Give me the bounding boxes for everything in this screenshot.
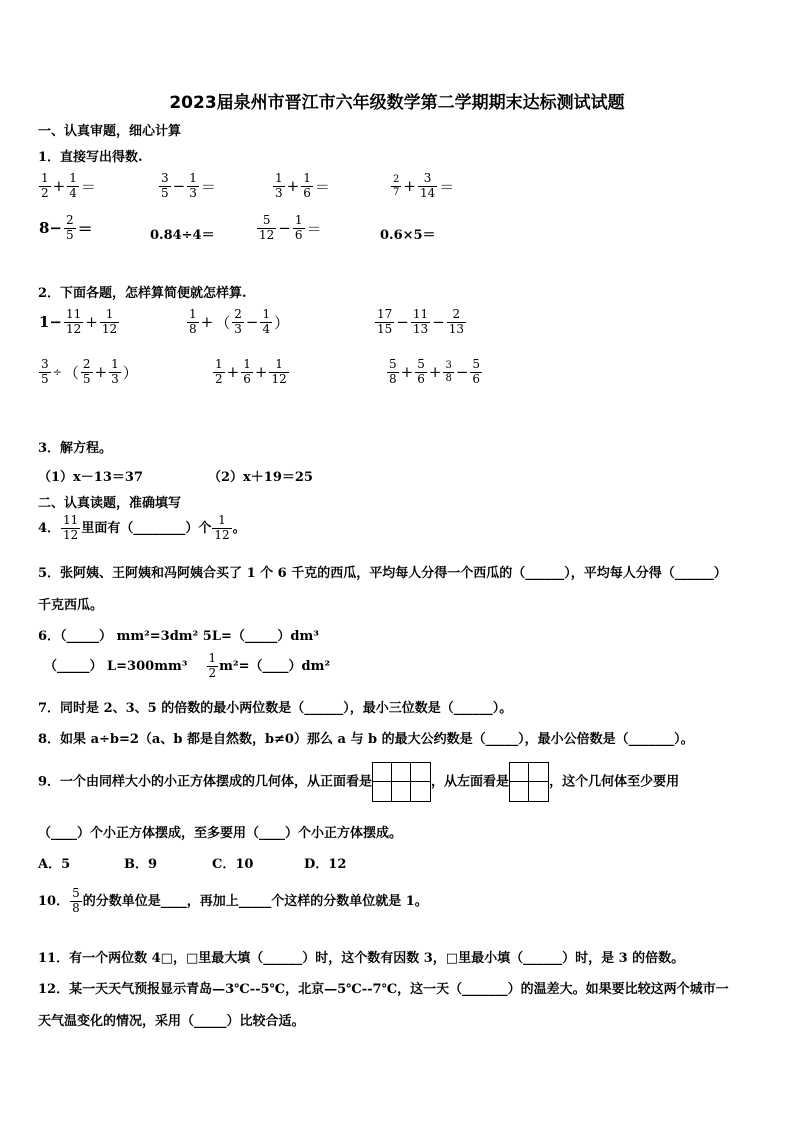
q4: 4． $\frac{11}{12}$ 里面有（________）个 $\frac{1}{12}$ 。 [38, 513, 246, 542]
q1-item-d: $\frac{2}{7}$ + $\frac{3}{14}$ ＝ [393, 171, 455, 200]
q1-item-g: $\frac{5}{12}$ − $\frac{1}{6}$ ＝ [259, 213, 322, 242]
q9-option-a: A．5 [38, 857, 71, 872]
q5-line-2: 千克西瓜。 [38, 598, 104, 613]
q2-item-d: $\frac{3}{5}$ ÷ （ $\frac{2}{5}$ + $\frac{1}{3}$ ） [41, 357, 138, 386]
q9-option-c: C．10 [212, 857, 254, 872]
q9-side-view-figure [509, 762, 549, 802]
q12-line-1: 12．某一天天气预报显示青岛—3℃--5℃，北京—5℃--7℃，这一天（_______）的温差大。如果要比较这两个城市一 [38, 982, 729, 997]
section-2-heading: 二、认真读题，准确填写 [38, 496, 182, 511]
q1-item-c: $\frac{1}{3}$ + $\frac{1}{6}$ ＝ [275, 171, 330, 200]
q7: 7．同时是 2、3、5 的倍数的最小两位数是（______），最小三位数是（______）。 [38, 701, 513, 716]
section-1-heading: 一、认真审题，细心计算 [38, 124, 182, 139]
q1-item-e: 8− $\frac{2}{5}$ ＝ [39, 213, 93, 242]
q8: 8．如果 a÷b=2（a、b 都是自然数，b≠0）那么 a 与 b 的最大公约数是（_____），最小公倍数是（_______）。 [38, 732, 694, 747]
q2-item-e: $\frac{1}{2}$ + $\frac{1}{6}$ + $\frac{1}{12}$ [215, 357, 287, 386]
q10: 10． $\frac{5}{8}$ 的分数单位是____，再加上_____个这样的分数单位就是 1。 [38, 886, 428, 915]
q9-line-1: 9．一个由同样大小的小正方体摆成的几何体，从正面看是 ，从左面看是 ，这个几何体至少要用 [38, 762, 679, 802]
q9-front-view-figure [372, 762, 431, 802]
q12-line-2: 天气温变化的情况，采用（_____）比较合适。 [38, 1014, 305, 1029]
q1-stem: 1．直接写出得数. [38, 150, 143, 165]
q1-item-a: $\frac{1}{2}$ + $\frac{1}{4}$ ＝ [41, 171, 96, 200]
q2-item-c: $\frac{17}{15}$ − $\frac{11}{13}$ − $\frac{2}{13}$ [377, 307, 464, 336]
q11: 11．有一个两位数 4□，□里最大填（______）时，这个数有因数 3，□里最小填（______）时，是 3 的倍数。 [38, 951, 685, 966]
q3-equation-1: （1）x－13＝37 [38, 470, 143, 485]
q3-equation-2: （2）x＋19＝25 [208, 470, 313, 485]
q1-item-f: 0.84÷4＝ [150, 228, 215, 243]
q5-line-1: 5．张阿姨、王阿姨和冯阿姨合买了 1 个 6 千克的西瓜，平均每人分得一个西瓜的（______），平均每人分得（______） [38, 566, 727, 581]
q6-line-1: 6．（_____） mm²=3dm² 5L=（_____）dm³ [38, 629, 319, 644]
q6-line-2: （_____） L=300mm³ $\frac{1}{2}$ m²=（____）dm² [44, 651, 331, 680]
q1-item-b: $\frac{3}{5}$ − $\frac{1}{3}$ ＝ [161, 171, 216, 200]
q2-item-a: 1− $\frac{11}{12}$ + $\frac{1}{12}$ [39, 307, 118, 336]
q2-stem: 2．下面各题，怎样算简便就怎样算. [38, 286, 247, 301]
page-title: 2023届泉州市晋江市六年级数学第二学期期末达标测试试题 [169, 93, 625, 113]
q1-item-h: 0.6×5＝ [380, 228, 436, 243]
q2-item-f: $\frac{5}{8}$ + $\frac{5}{6}$ + $\frac{3}{8}$ − $\frac{5}{6}$ [389, 357, 481, 386]
q9-line-2: （____）个小正方体摆成，至多要用（____）个小正方体摆成。 [38, 826, 403, 841]
q2-item-b: $\frac{1}{8}$ + （ $\frac{2}{3}$ − $\frac{1}{4}$ ） [189, 307, 290, 336]
q3-stem: 3．解方程。 [38, 441, 113, 456]
q9-option-b: B．9 [124, 857, 158, 872]
q9-option-d: D．12 [304, 857, 347, 872]
